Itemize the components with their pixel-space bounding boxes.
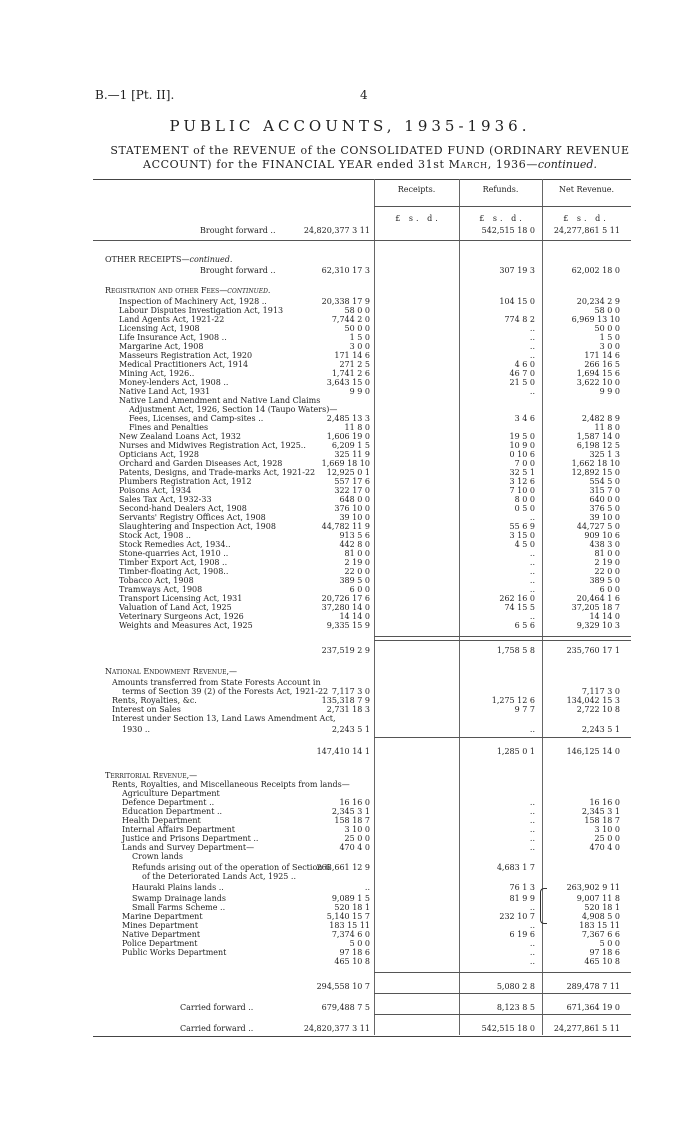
net-revenue-value: 6,969 13 10: [571, 315, 620, 324]
subtitle-continued: continued.: [537, 158, 597, 171]
subtitle-line-2: ACCOUNT) for the FINANCIAL YEAR ended 31st: [143, 158, 449, 171]
units-receipts: £ s. d.: [395, 214, 441, 223]
receipts-value: 325 11 9: [334, 450, 370, 459]
row-label: Life Insurance Act, 1908 ..: [119, 333, 227, 342]
receipts-value: 5,140 15 7: [326, 912, 370, 921]
row-label: Plumbers Registration Act, 1912: [119, 477, 252, 486]
row-label: Marine Department: [122, 912, 203, 921]
table-row: [0, 713, 700, 724]
refunds-value: 8 0 0: [514, 495, 535, 504]
refunds-value: ..: [529, 324, 535, 333]
receipts-value: 135,318 7 9: [321, 696, 370, 705]
receipts-value: 2,345 3 1: [331, 807, 370, 816]
net-revenue-value: 62,002 18 0: [571, 266, 620, 275]
net-revenue-value: 2,482 8 9: [581, 414, 620, 423]
receipts-value: 1 5 0: [349, 333, 370, 342]
refunds-value: ..: [529, 903, 535, 912]
receipts-value: 520 18 1: [334, 903, 370, 912]
row-label: Sales Tax Act, 1932-33: [119, 495, 212, 504]
net-revenue-value: 58 0 0: [594, 306, 620, 315]
row-label: Transport Licensing Act, 1931: [119, 594, 243, 603]
row-label: Justice and Prisons Department ..: [122, 834, 259, 843]
net-revenue-value: 44,727 5 0: [576, 522, 620, 531]
table-row: [0, 1023, 700, 1034]
net-revenue-value: 12,892 15 0: [571, 468, 620, 477]
total-rule: [374, 636, 631, 637]
receipts-value: 97 18 6: [339, 948, 370, 957]
row-label: Timber-floating Act, 1908..: [119, 567, 229, 576]
net-revenue-value: 7,367 6 6: [581, 930, 620, 939]
row-label: Valuation of Land Act, 1925: [119, 603, 232, 612]
subtitle-year: , 1936—: [487, 158, 538, 171]
table-row: [0, 645, 700, 656]
net-revenue-value: 6 0 0: [599, 585, 620, 594]
refunds-value: ..: [529, 351, 535, 360]
net-revenue-value: 3 10 0: [594, 825, 620, 834]
receipts-value: 9 9 0: [349, 387, 370, 396]
row-label: Weights and Measures Act, 1925: [119, 621, 253, 630]
refunds-value: 19 5 0: [509, 432, 535, 441]
row-label: Territorial Revenue,—: [105, 771, 198, 780]
net-revenue-value: 2 19 0: [594, 558, 620, 567]
row-label: Amounts transferred from State Forests Account in: [112, 678, 321, 687]
receipts-value: 376 10 0: [334, 504, 370, 513]
row-label: Land Agents Act, 1921-22: [119, 315, 225, 324]
receipts-value: ..: [364, 883, 370, 892]
refunds-value: ..: [529, 576, 535, 585]
net-revenue-value: 2,722 10 8: [576, 705, 620, 714]
net-revenue-value: 2,345 3 1: [581, 807, 620, 816]
row-label: Inspection of Machinery Act, 1928 ..: [119, 297, 267, 306]
row-label: Adjustment Act, 1926, Section 14 (Taupo Waters)—: [129, 405, 338, 414]
row-label: Slaughtering and Inspection Act, 1908: [119, 522, 276, 531]
net-revenue-value: 97 18 6: [589, 948, 620, 957]
refunds-value: 7 10 0: [509, 486, 535, 495]
row-label: Fees, Licenses, and Camp-sites ..: [129, 414, 264, 423]
receipts-value: 147,410 14 1: [316, 747, 370, 756]
row-label: Mines Department: [122, 921, 199, 930]
row-label: Carried forward ..: [180, 1003, 254, 1012]
row-label: Stock Remedies Act, 1934..: [119, 540, 231, 549]
page-title: PUBLIC ACCOUNTS, 1935-1936.: [169, 117, 531, 135]
row-label: Stock Act, 1908 ..: [119, 531, 191, 540]
net-revenue-value: 22 0 0: [594, 567, 620, 576]
receipts-value: 6 0 0: [349, 585, 370, 594]
lands-brace: [540, 888, 547, 924]
units-refunds: £ s. d.: [479, 214, 525, 223]
net-revenue-value: 640 0 0: [589, 495, 620, 504]
refunds-value: 74 15 5: [504, 603, 535, 612]
net-revenue-value: 37,205 18 7: [571, 603, 620, 612]
refunds-value: 0 5 0: [514, 504, 535, 513]
table-row: [0, 666, 700, 677]
receipts-value: 268,661 12 9: [316, 863, 370, 872]
net-revenue-value: 5 0 0: [599, 939, 620, 948]
receipts-value: 158 18 7: [334, 816, 370, 825]
receipts-value: 22 0 0: [344, 567, 370, 576]
row-label: Tramways Act, 1908: [119, 585, 203, 594]
row-label: Timber Export Act, 1908 ..: [119, 558, 228, 567]
refunds-value: 3 15 0: [509, 531, 535, 540]
receipts-value: 3 10 0: [344, 825, 370, 834]
net-revenue-value: 20,464 1 6: [576, 594, 620, 603]
refunds-value: 774 8 2: [504, 315, 535, 324]
row-label: Servants' Registry Offices Act, 1908: [119, 513, 266, 522]
net-revenue-value: 266 16 5: [584, 360, 620, 369]
net-revenue-value: 3 0 0: [599, 342, 620, 351]
net-revenue-value: 263,902 9 11: [566, 883, 620, 892]
net-revenue-value: 39 10 0: [589, 513, 620, 522]
refunds-value: 76 1 3: [509, 883, 535, 892]
receipts-value: 7,117 3 0: [331, 687, 370, 696]
net-revenue-value: 1,587 14 0: [576, 432, 620, 441]
net-revenue-value: 9 9 0: [599, 387, 620, 396]
row-label: Licensing Act, 1908: [119, 324, 200, 333]
net-revenue-value: 14 14 0: [589, 612, 620, 621]
net-revenue-value: 11 8 0: [594, 423, 620, 432]
receipts-value: 37,280 14 0: [321, 603, 370, 612]
net-revenue-value: 289,478 7 11: [566, 982, 620, 991]
receipts-value: 81 0 0: [344, 549, 370, 558]
table-row: [0, 1002, 700, 1013]
receipts-value: 11 8 0: [344, 423, 370, 432]
row-label: Agriculture Department: [122, 789, 220, 798]
refunds-value: 104 15 0: [499, 297, 535, 306]
row-label: Refunds arising out of the operation of Section 6: [132, 863, 331, 872]
row-label: Lands and Survey Department—: [122, 843, 255, 852]
net-revenue-value: 315 7 0: [589, 486, 620, 495]
refunds-value: 1,758 5 8: [496, 646, 535, 655]
row-label: 1930 ..: [122, 725, 150, 734]
row-label: OTHER RECEIPTS—continued.: [105, 255, 233, 264]
net-revenue-value: 7,117 3 0: [581, 687, 620, 696]
refunds-value: 3 12 6: [509, 477, 535, 486]
refunds-value: 32 5 1: [509, 468, 535, 477]
table-row: [0, 724, 700, 735]
row-label: Crown lands: [132, 852, 184, 861]
receipts-value: 50 0 0: [344, 324, 370, 333]
total-rule: [374, 993, 631, 994]
net-revenue-value: 20,234 2 9: [576, 297, 620, 306]
receipts-value: 1,741 2 6: [331, 369, 370, 378]
receipts-value: 14 14 0: [339, 612, 370, 621]
refunds-value: 1,285 0 1: [496, 747, 535, 756]
row-label: Education Department ..: [122, 807, 223, 816]
receipts-value: 3 0 0: [349, 342, 370, 351]
net-revenue-value: 465 10 8: [584, 957, 620, 966]
receipts-value: 465 10 8: [334, 957, 370, 966]
refunds-value: 262 16 0: [499, 594, 535, 603]
receipts-value: 913 5 6: [339, 531, 370, 540]
net-revenue-value: 24,277,861 5 11: [553, 1024, 620, 1033]
refunds-value: 81 9 9: [509, 894, 535, 903]
refunds-value: 5,080 2 8: [496, 982, 535, 991]
net-revenue-value: 554 5 0: [589, 477, 620, 486]
row-label: Interest on Sales: [112, 705, 181, 714]
refunds-value: 9 7 7: [514, 705, 535, 714]
receipts-value: 6,209 1 5: [331, 441, 370, 450]
receipts-value: 322 17 0: [334, 486, 370, 495]
receipts-value: 25 0 0: [344, 834, 370, 843]
refunds-value: 7 0 0: [514, 459, 535, 468]
refunds-value: ..: [529, 807, 535, 816]
row-label: Rents, Royalties, &c.: [112, 696, 197, 705]
refunds-value: ..: [529, 939, 535, 948]
row-label: Health Department: [122, 816, 201, 825]
net-revenue-value: 389 5 0: [589, 576, 620, 585]
refunds-value: 232 10 7: [499, 912, 535, 921]
statement-subtitle: [100, 144, 640, 172]
net-revenue-value: 1,694 15 6: [576, 369, 620, 378]
refunds-value: 46 7 0: [509, 369, 535, 378]
receipts-value: 39 10 0: [339, 513, 370, 522]
net-revenue-value: 146,125 14 0: [566, 747, 620, 756]
refunds-value: 21 5 0: [509, 378, 535, 387]
page-number: 4: [360, 88, 368, 102]
refunds-value: ..: [529, 798, 535, 807]
row-label: Medical Practitioners Act, 1914: [119, 360, 249, 369]
table-row: [0, 620, 700, 631]
row-label: New Zealand Loans Act, 1932: [119, 432, 241, 441]
row-label: Opticians Act, 1928: [119, 450, 199, 459]
receipts-value: 20,338 17 9: [321, 297, 370, 306]
receipts-value: 9,335 15 9: [326, 621, 370, 630]
row-label: Margarine Act, 1908: [119, 342, 204, 351]
refunds-value: 6 19 6: [509, 930, 535, 939]
net-revenue-value: 470 4 0: [589, 843, 620, 852]
refunds-value: ..: [529, 834, 535, 843]
column-header-refunds: Refunds.: [482, 185, 519, 194]
net-revenue-value: 376 5 0: [589, 504, 620, 513]
refunds-value: 8,123 8 5: [496, 1003, 535, 1012]
row-label: Native Land Act, 1931: [119, 387, 211, 396]
net-revenue-value: 671,364 19 0: [566, 1003, 620, 1012]
receipts-value: 2 19 0: [344, 558, 370, 567]
refunds-value: ..: [529, 825, 535, 834]
receipts-value: 648 0 0: [339, 495, 370, 504]
refunds-value: ..: [529, 843, 535, 852]
refunds-value: ..: [529, 342, 535, 351]
row-label: Mining Act, 1926..: [119, 369, 195, 378]
column-header-receipts: Receipts.: [397, 185, 436, 194]
row-label: Poisons Act, 1934: [119, 486, 192, 495]
receipts-value: 24,820,377 3 11: [303, 226, 370, 235]
net-revenue-value: 2,243 5 1: [581, 725, 620, 734]
row-label: Interest under Section 13, Land Laws Amendment Act,: [112, 714, 336, 723]
refunds-value: 542,515 18 0: [481, 226, 535, 235]
row-label: of the Deteriorated Lands Act, 1925 ..: [142, 872, 297, 881]
net-revenue-value: 134,042 15 3: [566, 696, 620, 705]
receipts-value: 271 2 5: [339, 360, 370, 369]
net-revenue-value: 183 15 11: [579, 921, 620, 930]
receipts-value: 1,606 19 0: [326, 432, 370, 441]
table-row: [0, 285, 700, 296]
receipts-value: 557 17 6: [334, 477, 370, 486]
receipts-value: 24,820,377 3 11: [303, 1024, 370, 1033]
row-label: Veterinary Surgeons Act, 1926: [119, 612, 244, 621]
net-revenue-value: 4,908 5 0: [581, 912, 620, 921]
receipts-value: 1,669 18 10: [321, 459, 370, 468]
net-revenue-value: 16 16 0: [589, 798, 620, 807]
table-row: [0, 956, 700, 967]
row-label: Police Department: [122, 939, 198, 948]
refunds-value: 0 10 6: [509, 450, 535, 459]
total-rule: [374, 1014, 631, 1015]
row-label: Money-lenders Act, 1908 ..: [119, 378, 229, 387]
refunds-value: 6 5 6: [514, 621, 535, 630]
refunds-value: ..: [529, 957, 535, 966]
refunds-value: 3 4 6: [514, 414, 535, 423]
net-revenue-value: 438 3 0: [589, 540, 620, 549]
receipts-value: 2,731 18 3: [326, 705, 370, 714]
page-header-ref: B.—1 [Pt. II].: [95, 88, 175, 102]
net-revenue-value: 9,007 11 8: [576, 894, 620, 903]
units-net: £ s. d.: [563, 214, 609, 223]
header-rule: [374, 206, 631, 207]
table-row: [0, 981, 700, 992]
row-label: Stone-quarries Act, 1910 ..: [119, 549, 229, 558]
receipts-value: 7,374 6 0: [331, 930, 370, 939]
subtitle-month: March: [448, 158, 488, 171]
refunds-value: ..: [529, 567, 535, 576]
receipts-value: 2,485 13 3: [326, 414, 370, 423]
receipts-value: 389 5 0: [339, 576, 370, 585]
row-label: Public Works Department: [122, 948, 227, 957]
refunds-value: 4 5 0: [514, 540, 535, 549]
total-rule: [374, 737, 631, 738]
row-label: Tobacco Act, 1908: [119, 576, 194, 585]
receipts-value: 44,782 11 9: [321, 522, 370, 531]
net-revenue-value: 24,277,861 5 11: [553, 226, 620, 235]
table-row: [0, 871, 700, 882]
net-revenue-value: 158 18 7: [584, 816, 620, 825]
refunds-value: ..: [529, 333, 535, 342]
row-label: Fines and Penalties: [129, 423, 209, 432]
receipts-value: 5 0 0: [349, 939, 370, 948]
receipts-value: 16 16 0: [339, 798, 370, 807]
refunds-value: 10 9 0: [509, 441, 535, 450]
refunds-value: 542,515 18 0: [481, 1024, 535, 1033]
row-label: Hauraki Plains lands ..: [132, 883, 224, 892]
net-revenue-value: 6,198 12 5: [576, 441, 620, 450]
row-label: Brought forward ..: [200, 266, 276, 275]
table-row: [0, 882, 700, 893]
row-label: Internal Affairs Department: [122, 825, 235, 834]
receipts-value: 237,519 2 9: [321, 646, 370, 655]
row-label-continued: continued.: [227, 286, 271, 295]
refunds-value: 1,275 12 6: [491, 696, 535, 705]
receipts-value: 9,089 1 5: [331, 894, 370, 903]
refunds-value: ..: [529, 549, 535, 558]
receipts-value: 7,744 2 0: [331, 315, 370, 324]
row-label: Carried forward ..: [180, 1024, 254, 1033]
row-label: Patents, Designs, and Trade-marks Act, 1921-22: [119, 468, 316, 477]
row-label: Rents, Royalties, and Miscellaneous Receipts from lands—: [112, 780, 350, 789]
net-revenue-value: 50 0 0: [594, 324, 620, 333]
refunds-value: ..: [529, 921, 535, 930]
row-label: Labour Disputes Investigation Act, 1913: [119, 306, 284, 315]
receipts-value: 12,925 0 1: [326, 468, 370, 477]
subtitle-line-1: STATEMENT of the REVENUE of the CONSOLIDATED FUND (ORDINARY REVENUE: [110, 144, 630, 157]
refunds-value: ..: [529, 558, 535, 567]
net-revenue-value: 9,329 10 3: [576, 621, 620, 630]
receipts-value: 171 14 6: [334, 351, 370, 360]
brought-forward-rule: [93, 240, 631, 241]
receipts-value: 58 0 0: [344, 306, 370, 315]
refunds-value: 4,683 1 7: [496, 863, 535, 872]
refunds-value: 4 6 0: [514, 360, 535, 369]
row-label: Small Farms Scheme ..: [132, 903, 226, 912]
net-revenue-value: 25 0 0: [594, 834, 620, 843]
net-revenue-value: 171 14 6: [584, 351, 620, 360]
row-label: Brought forward ..: [200, 226, 276, 235]
net-revenue-value: 520 18 1: [584, 903, 620, 912]
total-rule: [374, 972, 631, 973]
receipts-value: 3,643 15 0: [326, 378, 370, 387]
net-revenue-value: 325 1 3: [589, 450, 620, 459]
refunds-value: ..: [529, 513, 535, 522]
refunds-value: ..: [529, 816, 535, 825]
table-row: [0, 225, 700, 236]
row-label: Nurses and Midwives Registration Act, 1925..: [119, 441, 306, 450]
refunds-value: 55 6 9: [509, 522, 535, 531]
receipts-value: 2,243 5 1: [331, 725, 370, 734]
receipts-value: 679,488 7 5: [321, 1003, 370, 1012]
receipts-value: 62,310 17 3: [321, 266, 370, 275]
refunds-value: ..: [529, 387, 535, 396]
total-rule: [374, 640, 631, 641]
row-label: Orchard and Garden Diseases Act, 1928: [119, 459, 283, 468]
net-revenue-value: 3,622 10 0: [576, 378, 620, 387]
net-revenue-value: 1,662 18 10: [571, 459, 620, 468]
receipts-value: 294,558 10 7: [316, 982, 370, 991]
refunds-value: ..: [529, 585, 535, 594]
row-label: Swamp Drainage lands: [132, 894, 226, 903]
table-row: [0, 746, 700, 757]
refunds-value: 307 19 3: [499, 266, 535, 275]
refunds-value: ..: [529, 612, 535, 621]
refunds-value: ..: [529, 948, 535, 957]
column-header-net: Net Revenue.: [558, 185, 615, 194]
receipts-value: 470 4 0: [339, 843, 370, 852]
table-row: [0, 265, 700, 276]
net-revenue-value: 909 10 6: [584, 531, 620, 540]
row-label: Native Land Amendment and Native Land Claims: [119, 396, 321, 405]
row-label: terms of Section 39 (2) of the Forests Act, 1921-22: [122, 687, 329, 696]
net-revenue-value: 81 0 0: [594, 549, 620, 558]
table-row: [0, 851, 700, 862]
net-revenue-value: 1 5 0: [599, 333, 620, 342]
receipts-value: 20,726 17 6: [321, 594, 370, 603]
refunds-value: ..: [529, 725, 535, 734]
row-label: Second-hand Dealers Act, 1908: [119, 504, 247, 513]
row-label: Registration and other Fees—continued.: [105, 286, 271, 295]
row-label-continued: continued.: [189, 255, 233, 264]
row-label: Defence Department ..: [122, 798, 215, 807]
row-label: Native Department: [122, 930, 201, 939]
receipts-value: 442 8 0: [339, 540, 370, 549]
row-label: Masseurs Registration Act, 1920: [119, 351, 253, 360]
net-revenue-value: 235,760 17 1: [566, 646, 620, 655]
table-row: [0, 254, 700, 265]
receipts-value: 183 15 11: [329, 921, 370, 930]
row-label: National Endowment Revenue,—: [105, 667, 238, 676]
